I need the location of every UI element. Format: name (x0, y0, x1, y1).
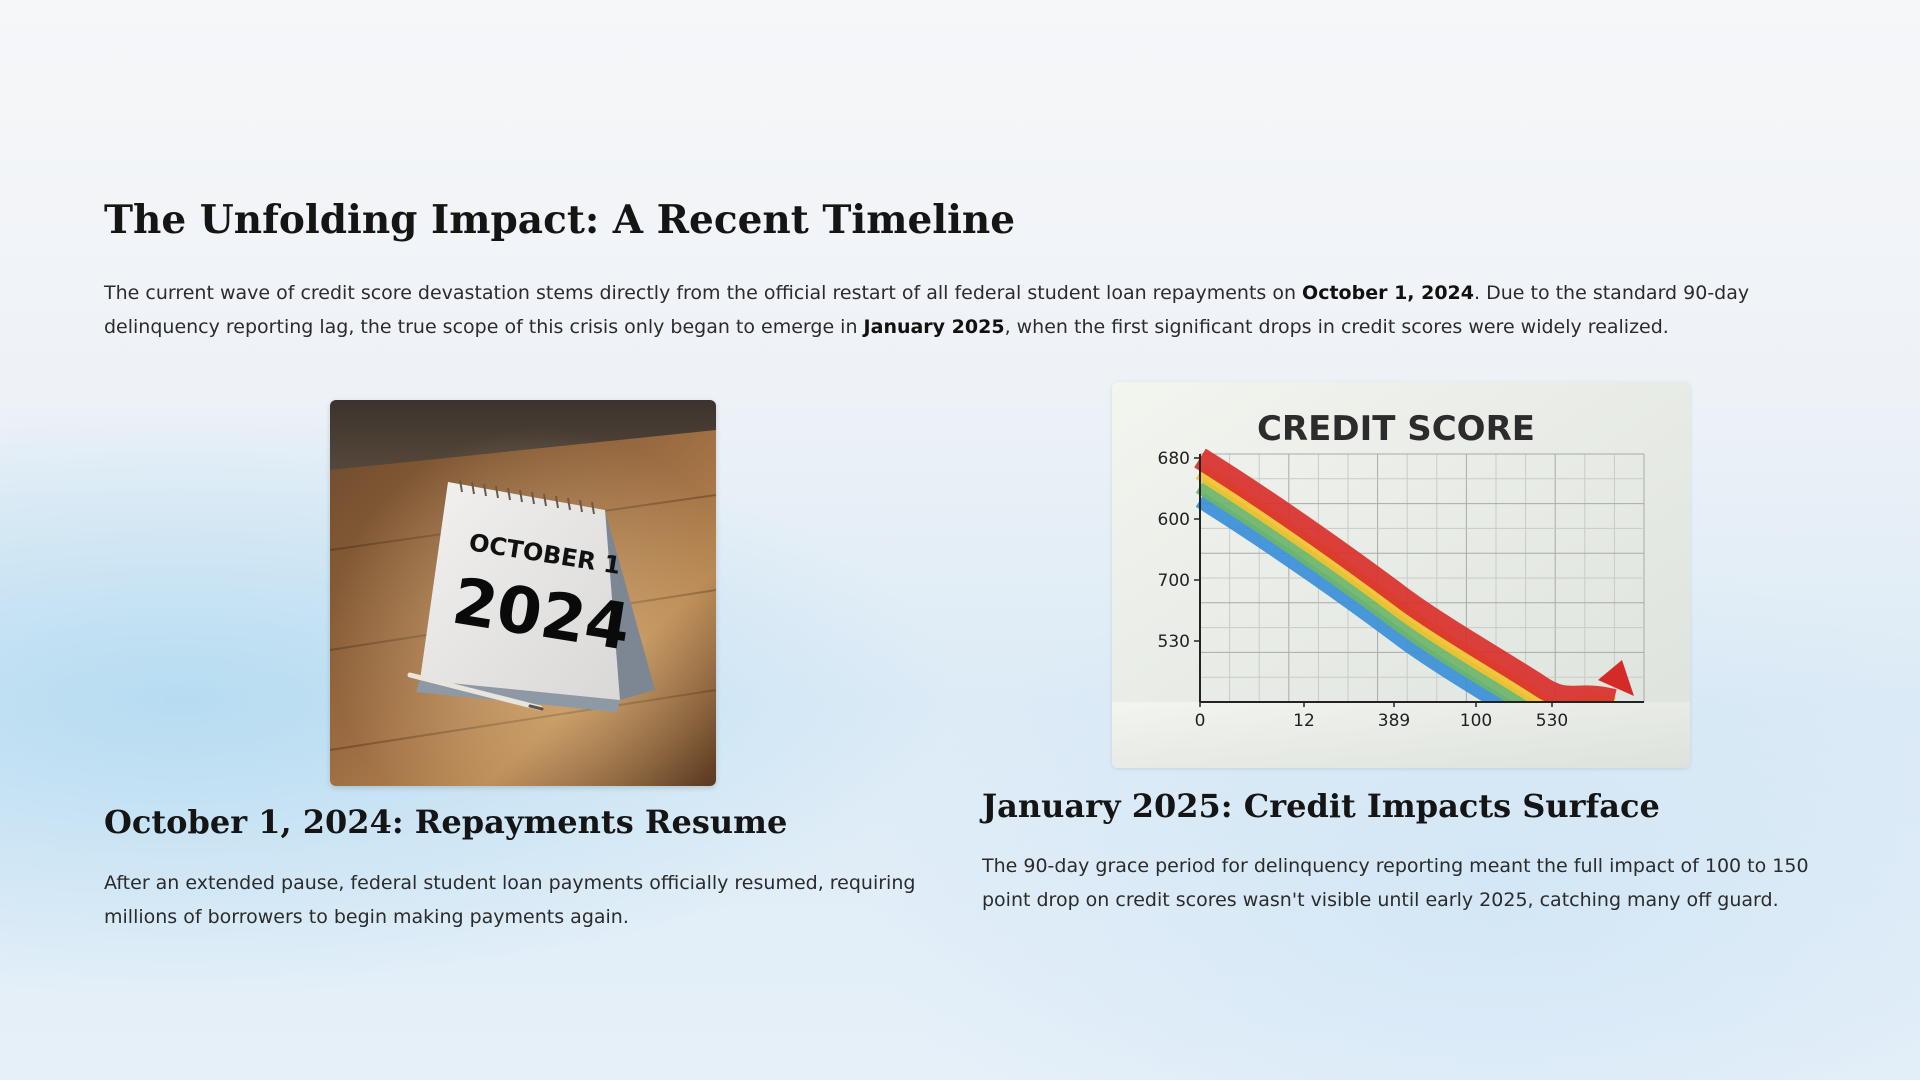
calendar-month-day-text: OCTOBER 1 (467, 528, 623, 580)
x-tick-label: 100 (1459, 711, 1493, 731)
intro-month-bold: January 2025 (863, 316, 1005, 338)
intro-paragraph (104, 276, 1844, 344)
page-title: The Unfolding Impact: A Recent Timeline (104, 197, 1016, 243)
x-tick-label: 389 (1377, 711, 1411, 731)
x-tick-label: 530 (1535, 711, 1569, 731)
x-tick-label: 0 (1194, 711, 1206, 731)
timeline-heading-january: January 2025: Credit Impacts Surface (982, 787, 1660, 825)
calendar-photo (330, 400, 716, 786)
timeline-text-october: After an extended pause, federal student loan payments officially resumed, requiring millions of borrowers to begin making payments again. (104, 872, 916, 928)
credit-score-chart (1112, 382, 1690, 768)
calendar-year-text: 2024 (447, 564, 636, 666)
y-tick-label: 700 (1157, 571, 1190, 591)
x-tick-label: 12 (1293, 711, 1315, 731)
y-tick-label: 680 (1157, 449, 1190, 469)
intro-text-1: The current wave of credit score devastation stems directly from the official restart of all federal student loan repayments on (104, 282, 1303, 304)
chart-title: CREDIT SCORE (1256, 409, 1536, 449)
timeline-text-january: The 90-day grace period for delinquency reporting meant the full impact of 100 to 150 point drop on credit scores wasn't visible until early 2025, catching many off guard. (982, 855, 1809, 911)
intro-text-3: , when the first significant drops in credit scores were widely realized. (1004, 316, 1669, 338)
y-tick-label: 530 (1157, 632, 1190, 652)
intro-text-2: . Due to the standard 90-day delinquency reporting lag, the true scope of this crisis only began to emerge in (104, 282, 1750, 338)
y-tick-label: 600 (1157, 510, 1190, 530)
intro-date-bold: October 1, 2024 (1302, 282, 1475, 304)
timeline-heading-october: October 1, 2024: Repayments Resume (104, 803, 788, 841)
calendar-illustration (330, 400, 716, 786)
credit-score-chart-svg (1112, 382, 1690, 768)
